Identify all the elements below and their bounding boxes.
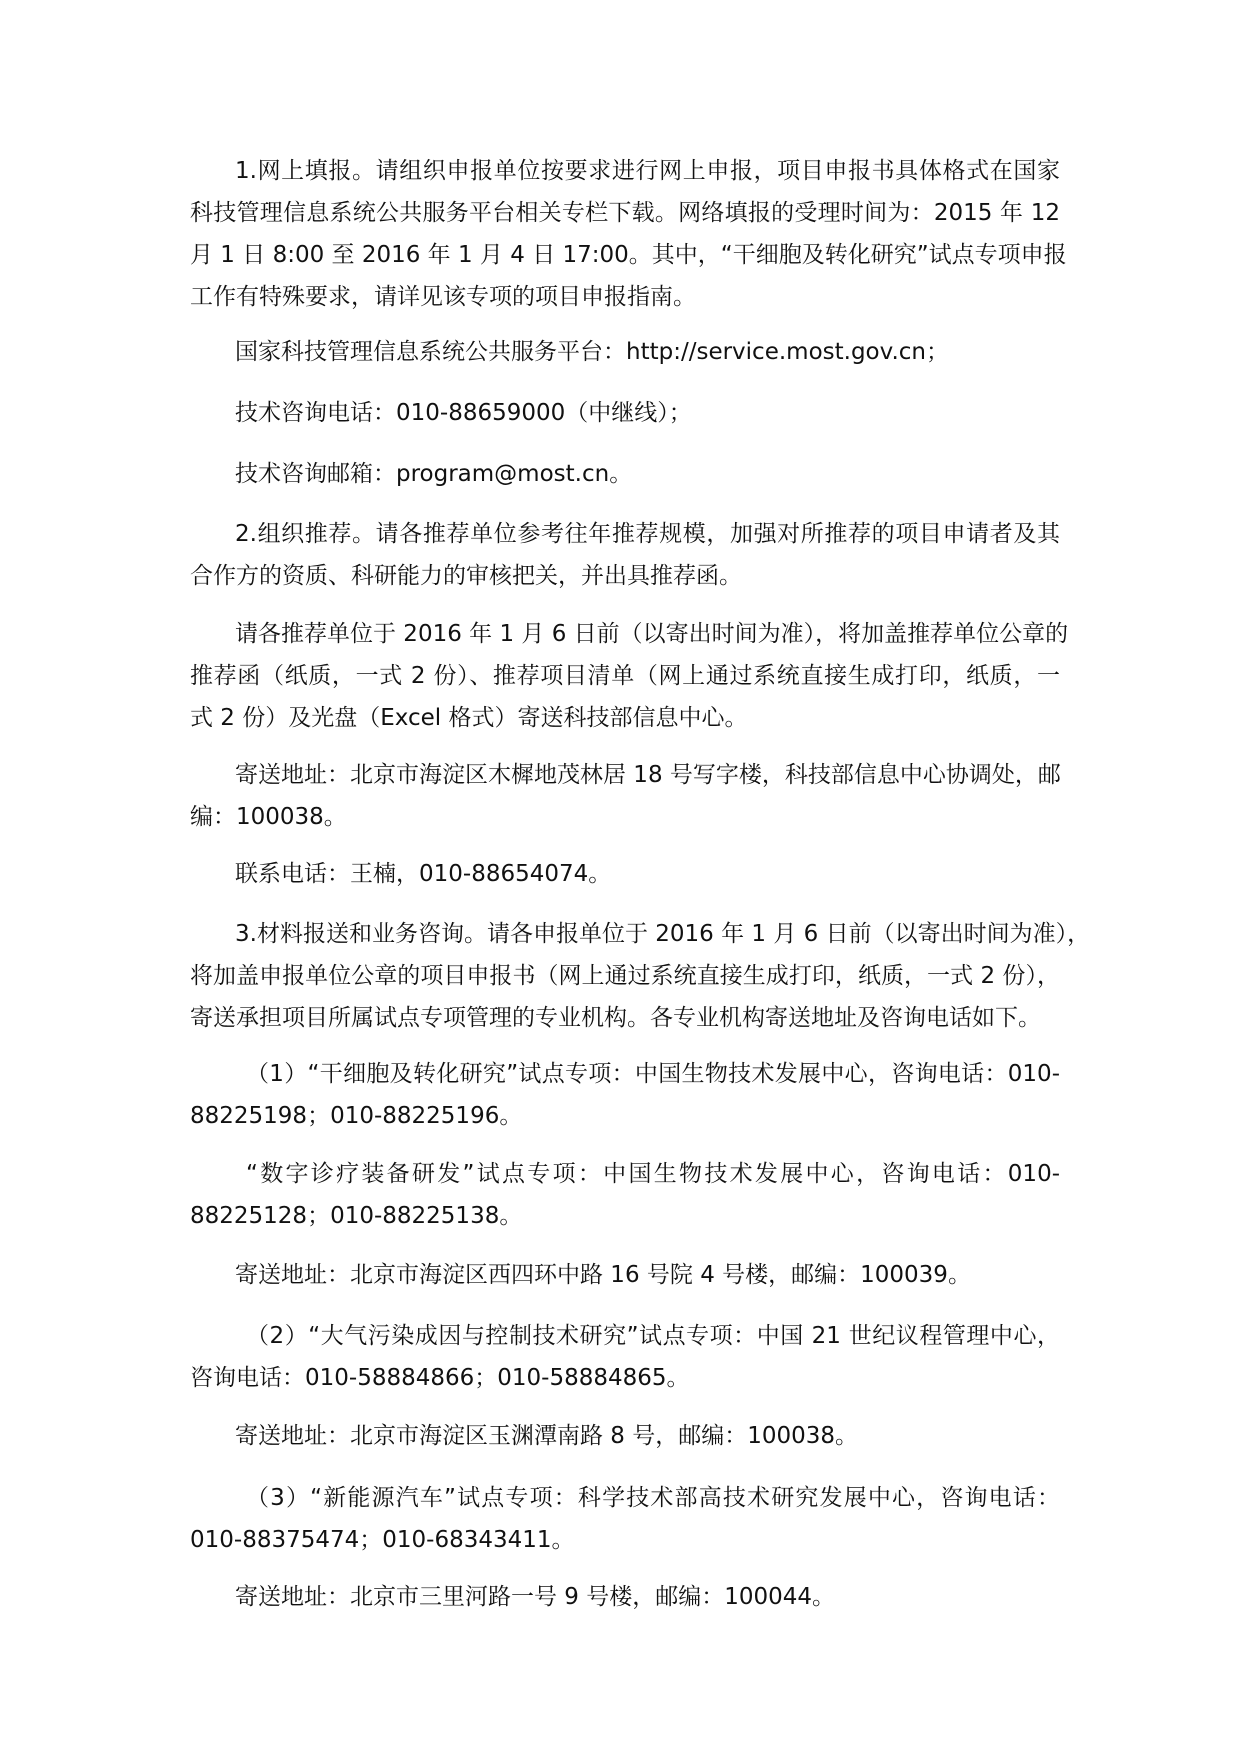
text-line: 寄送承担项目所属试点专项管理的专业机构。各专业机构寄送地址及咨询电话如下。 xyxy=(190,1005,1041,1031)
text-line: 式 2 份）及光盘（Excel 格式）寄送科技部信息中心。 xyxy=(190,705,748,731)
text-line: 寄送地址：北京市海淀区西四环中路 16 号院 4 号楼，邮编：100039。 xyxy=(235,1262,971,1288)
paragraph xyxy=(190,853,1060,895)
text-line: 合作方的资质、科研能力的审核把关，并出具推荐函。 xyxy=(190,563,742,589)
text-line: 国家科技管理信息系统公共服务平台：http://service.most.gov.cn； xyxy=(235,339,949,365)
paragraph xyxy=(190,392,1060,434)
text-line: 寄送地址：北京市三里河路一号 9 号楼，邮编：100044。 xyxy=(235,1584,836,1610)
text-line: 1.网上填报。请组织申报单位按要求进行网上申报，项目申报书具体格式在国家 xyxy=(235,158,1060,184)
paragraph xyxy=(190,754,1060,838)
text-line: 88225198；010-88225196。 xyxy=(190,1103,523,1129)
text-line: 联系电话：王楠，010-88654074。 xyxy=(235,861,612,887)
text-line: 编：100038。 xyxy=(190,804,347,830)
paragraph xyxy=(190,613,1069,739)
text-line: 咨询电话：010-58884866；010-58884865。 xyxy=(190,1365,690,1391)
text-line: 3.材料报送和业务咨询。请各申报单位于 2016 年 1 月 6 日前（以寄出时间为准）， xyxy=(235,921,1091,947)
paragraph xyxy=(190,453,1060,495)
text-line: 月 1 日 8:00 至 2016 年 1 月 4 日 17:00。其中，“干细胞及转化研究”试点专项申报 xyxy=(190,242,1067,268)
paragraph xyxy=(190,331,1060,373)
text-line: （1）“干细胞及转化研究”试点专项：中国生物技术发展中心，咨询电话：010- xyxy=(246,1061,1060,1087)
text-line: 请各推荐单位于 2016 年 1 月 6 日前（以寄出时间为准），将加盖推荐单位公章的 xyxy=(235,621,1069,647)
paragraph xyxy=(190,913,1091,1039)
paragraph xyxy=(190,1153,1060,1237)
paragraph xyxy=(190,513,1060,597)
text-line: 技术咨询邮箱：program@most.cn。 xyxy=(235,461,633,487)
paragraph xyxy=(190,1576,1060,1618)
text-line: 010-88375474；010-68343411。 xyxy=(190,1527,575,1553)
paragraph xyxy=(190,1415,1060,1457)
text-line: 88225128；010-88225138。 xyxy=(190,1203,523,1229)
text-line: “数字诊疗装备研发”试点专项：中国生物技术发展中心，咨询电话：010- xyxy=(246,1161,1060,1187)
paragraph xyxy=(190,1315,1060,1399)
text-line: 寄送地址：北京市海淀区玉渊潭南路 8 号，邮编：100038。 xyxy=(235,1423,859,1449)
text-line: （3）“新能源汽车”试点专项：科学技术部高技术研究发展中心，咨询电话： xyxy=(246,1485,1060,1511)
text-line: 将加盖申报单位公章的项目申报书（网上通过系统直接生成打印，纸质，一式 2 份）， xyxy=(190,963,1060,989)
paragraph xyxy=(190,1477,1060,1561)
paragraph xyxy=(190,1254,1060,1296)
text-line: 技术咨询电话：010-88659000（中继线）； xyxy=(235,400,692,426)
text-line: （2）“大气污染成因与控制技术研究”试点专项：中国 21 世纪议程管理中心， xyxy=(246,1323,1060,1349)
text-line: 科技管理信息系统公共服务平台相关专栏下载。网络填报的受理时间为：2015 年 12 xyxy=(190,200,1061,226)
text-line: 工作有特殊要求，请详见该专项的项目申报指南。 xyxy=(190,284,696,310)
text-line: 推荐函（纸质，一式 2 份）、推荐项目清单（网上通过系统直接生成打印，纸质，一 xyxy=(190,663,1060,689)
paragraph xyxy=(190,150,1067,318)
text-line: 2.组织推荐。请各推荐单位参考往年推荐规模，加强对所推荐的项目申请者及其 xyxy=(235,521,1060,547)
paragraph xyxy=(190,1053,1060,1137)
text-line: 寄送地址：北京市海淀区木樨地茂林居 18 号写字楼，科技部信息中心协调处，邮 xyxy=(235,762,1061,788)
